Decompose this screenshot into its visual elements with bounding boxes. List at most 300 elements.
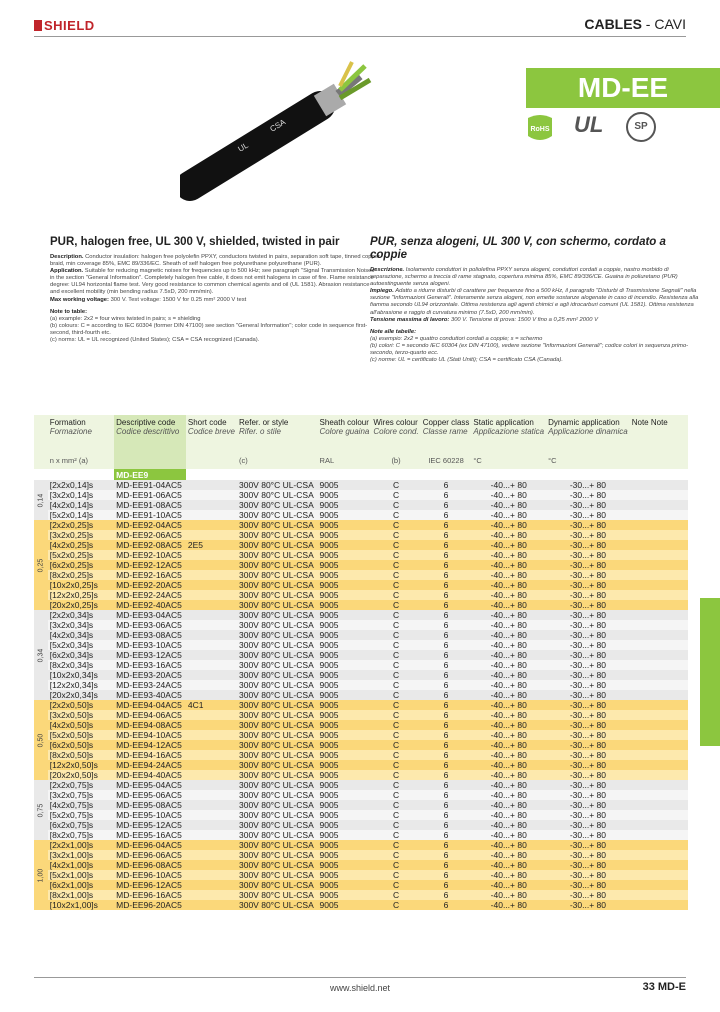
cell-sheath: 9005 xyxy=(318,890,372,900)
group-label: 0,14 xyxy=(34,480,48,520)
cell-note xyxy=(630,750,688,760)
cell-note xyxy=(630,480,688,490)
cell-wires: C xyxy=(371,590,420,600)
cell-wires: C xyxy=(371,810,420,820)
cell-formation: [8x2x0,50]s xyxy=(48,750,114,760)
cell-code: MD-EE94-24AC5 xyxy=(114,760,186,770)
cell-wires: C xyxy=(371,630,420,640)
table-row xyxy=(34,530,688,540)
cell-static: -40...+ 80 xyxy=(471,830,546,840)
cell-short xyxy=(186,870,237,880)
cell-ref: 300V 80°C UL-CSA xyxy=(237,730,318,740)
header-ref: Refer. or style Rifer. o stile xyxy=(237,415,318,451)
cell-dynamic: -30...+ 80 xyxy=(546,680,630,690)
cell-wires: C xyxy=(371,900,420,910)
cell-short xyxy=(186,590,237,600)
cell-sheath: 9005 xyxy=(318,590,372,600)
cell-formation: [5x2x0,14]s xyxy=(48,510,114,520)
cell-copper: 6 xyxy=(421,700,472,710)
cell-short xyxy=(186,640,237,650)
cell-ref: 300V 80°C UL-CSA xyxy=(237,530,318,540)
cell-dynamic: -30...+ 80 xyxy=(546,730,630,740)
cell-short xyxy=(186,500,237,510)
cell-short xyxy=(186,900,237,910)
cell-copper: 6 xyxy=(421,820,472,830)
cell-short xyxy=(186,750,237,760)
cell-ref: 300V 80°C UL-CSA xyxy=(237,740,318,750)
cell-copper: 6 xyxy=(421,670,472,680)
cell-copper: 6 xyxy=(421,620,472,630)
cell-dynamic: -30...+ 80 xyxy=(546,550,630,560)
cell-short xyxy=(186,620,237,630)
cell-static: -40...+ 80 xyxy=(471,740,546,750)
cell-short xyxy=(186,510,237,520)
cell-static: -40...+ 80 xyxy=(471,500,546,510)
cell-static: -40...+ 80 xyxy=(471,660,546,670)
table-row xyxy=(34,710,688,720)
cell-sheath: 9005 xyxy=(318,870,372,880)
english-app-label: Application. xyxy=(50,268,84,275)
cell-code: MD-EE94-10AC5 xyxy=(114,730,186,740)
cell-sheath: 9005 xyxy=(318,880,372,890)
cell-dynamic: -30...+ 80 xyxy=(546,580,630,590)
cell-formation: [8x2x0,34]s xyxy=(48,660,114,670)
cell-code: MD-EE93-10AC5 xyxy=(114,640,186,650)
table-header xyxy=(34,415,688,451)
table-row xyxy=(34,830,688,840)
cell-formation: [3x2x0,25]s xyxy=(48,530,114,540)
table-row xyxy=(34,840,688,850)
cell-formation: [12x2x0,34]s xyxy=(48,680,114,690)
cell-wires: C xyxy=(371,550,420,560)
cell-code: MD-EE94-04AC5 xyxy=(114,700,186,710)
cell-code: MD-EE95-16AC5 xyxy=(114,830,186,840)
table-row xyxy=(34,750,688,760)
cell-sheath: 9005 xyxy=(318,560,372,570)
cell-wires: C xyxy=(371,770,420,780)
cell-short: 2E5 xyxy=(186,540,237,550)
cell-wires: C xyxy=(371,620,420,630)
cell-short xyxy=(186,890,237,900)
cell-static: -40...+ 80 xyxy=(471,770,546,780)
cell-ref: 300V 80°C UL-CSA xyxy=(237,690,318,700)
english-notes xyxy=(50,309,380,344)
english-volt: 300 V. Test voltage: 1500 V for 0.25 mm² 2000 V test xyxy=(110,296,247,303)
cell-short xyxy=(186,730,237,740)
header-wires: Wires colour Colore cond. xyxy=(371,415,420,451)
group-label: 0,34 xyxy=(34,610,48,700)
cell-sheath: 9005 xyxy=(318,760,372,770)
cell-note xyxy=(630,860,688,870)
cell-sheath: 9005 xyxy=(318,810,372,820)
footer-url: www.shield.net xyxy=(329,983,391,993)
cell-note xyxy=(630,710,688,720)
cell-copper: 6 xyxy=(421,890,472,900)
cell-copper: 6 xyxy=(421,550,472,560)
cell-note xyxy=(630,840,688,850)
header-short: Short code Codice breve xyxy=(186,415,237,451)
product-table xyxy=(34,415,688,910)
cell-formation: [8x2x0,25]s xyxy=(48,570,114,580)
cell-copper: 6 xyxy=(421,750,472,760)
cell-formation: [3x2x1,00]s xyxy=(48,850,114,860)
cell-copper: 6 xyxy=(421,540,472,550)
english-note-b: (b) colours: C = according to IEC 60304 (former DIN 47100) see section "General Information"; color code in sequence first-second, third-fourth etc. xyxy=(50,322,368,336)
cell-sheath: 9005 xyxy=(318,650,372,660)
cell-formation: [2x2x0,14]s xyxy=(48,480,114,490)
cell-formation: [20x2x0,34]s xyxy=(48,690,114,700)
cell-dynamic: -30...+ 80 xyxy=(546,820,630,830)
cable-print-csa: CSA xyxy=(268,117,288,134)
cell-sheath: 9005 xyxy=(318,830,372,840)
cell-copper: 6 xyxy=(421,830,472,840)
cell-note xyxy=(630,810,688,820)
cell-note xyxy=(630,500,688,510)
cell-dynamic: -30...+ 80 xyxy=(546,640,630,650)
cell-static: -40...+ 80 xyxy=(471,700,546,710)
cell-formation: [3x2x0,50]s xyxy=(48,710,114,720)
cell-short xyxy=(186,670,237,680)
table-row xyxy=(34,900,688,910)
cell-formation: [2x2x0,34]s xyxy=(48,610,114,620)
cell-wires: C xyxy=(371,750,420,760)
cell-note xyxy=(630,580,688,590)
cell-short xyxy=(186,690,237,700)
cell-code: MD-EE95-12AC5 xyxy=(114,820,186,830)
cell-ref: 300V 80°C UL-CSA xyxy=(237,520,318,530)
cell-sheath: 9005 xyxy=(318,800,372,810)
cell-sheath: 9005 xyxy=(318,500,372,510)
cell-wires: C xyxy=(371,780,420,790)
cell-sheath: 9005 xyxy=(318,490,372,500)
cell-short xyxy=(186,880,237,890)
cell-dynamic: -30...+ 80 xyxy=(546,880,630,890)
cell-dynamic: -30...+ 80 xyxy=(546,860,630,870)
category-italian: CAVI xyxy=(654,16,686,32)
cell-dynamic: -30...+ 80 xyxy=(546,500,630,510)
cell-wires: C xyxy=(371,890,420,900)
cell-ref: 300V 80°C UL-CSA xyxy=(237,840,318,850)
cell-formation: [8x2x1,00]s xyxy=(48,890,114,900)
cell-formation: [4x2x0,25]s xyxy=(48,540,114,550)
cell-note xyxy=(630,600,688,610)
cell-copper: 6 xyxy=(421,840,472,850)
cell-note xyxy=(630,790,688,800)
cell-dynamic: -30...+ 80 xyxy=(546,740,630,750)
cell-short xyxy=(186,650,237,660)
cell-short xyxy=(186,600,237,610)
page-category xyxy=(584,16,686,32)
cell-short xyxy=(186,860,237,870)
category-bold: CABLES xyxy=(584,16,642,32)
cell-ref: 300V 80°C UL-CSA xyxy=(237,640,318,650)
table-row xyxy=(34,690,688,700)
cell-short xyxy=(186,550,237,560)
cell-wires: C xyxy=(371,600,420,610)
cell-ref: 300V 80°C UL-CSA xyxy=(237,630,318,640)
cell-sheath: 9005 xyxy=(318,510,372,520)
cell-dynamic: -30...+ 80 xyxy=(546,540,630,550)
unit-dynamic: °C xyxy=(546,451,630,469)
cell-dynamic: -30...+ 80 xyxy=(546,490,630,500)
table-row xyxy=(34,500,688,510)
cell-static: -40...+ 80 xyxy=(471,540,546,550)
cell-sheath: 9005 xyxy=(318,720,372,730)
cell-formation: [6x2x0,75]s xyxy=(48,820,114,830)
cell-note xyxy=(630,610,688,620)
cell-wires: C xyxy=(371,480,420,490)
cell-note xyxy=(630,510,688,520)
cell-wires: C xyxy=(371,860,420,870)
rohs-icon xyxy=(526,114,554,144)
cell-copper: 6 xyxy=(421,610,472,620)
table-row xyxy=(34,660,688,670)
cell-formation: [4x2x0,50]s xyxy=(48,720,114,730)
table-row xyxy=(34,820,688,830)
english-title: PUR, halogen free, UL 300 V, shielded, twisted in pair xyxy=(50,236,340,248)
cell-copper: 6 xyxy=(421,660,472,670)
cell-copper: 6 xyxy=(421,770,472,780)
cell-formation: [6x2x0,50]s xyxy=(48,740,114,750)
cell-dynamic: -30...+ 80 xyxy=(546,830,630,840)
cell-wires: C xyxy=(371,730,420,740)
cell-ref: 300V 80°C UL-CSA xyxy=(237,650,318,660)
cell-wires: C xyxy=(371,610,420,620)
table-row xyxy=(34,800,688,810)
cell-wires: C xyxy=(371,580,420,590)
cell-formation: [4x2x0,75]s xyxy=(48,800,114,810)
cell-note xyxy=(630,640,688,650)
cell-code: MD-EE92-12AC5 xyxy=(114,560,186,570)
cell-note xyxy=(630,890,688,900)
unit-ref: (c) xyxy=(237,451,318,469)
cell-sheath: 9005 xyxy=(318,530,372,540)
cell-dynamic: -30...+ 80 xyxy=(546,760,630,770)
cell-code: MD-EE92-20AC5 xyxy=(114,580,186,590)
cell-sheath: 9005 xyxy=(318,620,372,630)
table-row xyxy=(34,630,688,640)
header-dynamic: Dynamic application Applicazione dinamica xyxy=(546,415,630,451)
cell-static: -40...+ 80 xyxy=(471,630,546,640)
cell-ref: 300V 80°C UL-CSA xyxy=(237,760,318,770)
cell-short xyxy=(186,680,237,690)
italian-volt: 300 V. Tensione di prova: 1500 V fino a 0,25 mm² 2000 V xyxy=(450,316,598,323)
cell-wires: C xyxy=(371,640,420,650)
cell-code: MD-EE93-04AC5 xyxy=(114,610,186,620)
table-row xyxy=(34,850,688,860)
cell-copper: 6 xyxy=(421,740,472,750)
cell-note xyxy=(630,770,688,780)
cell-ref: 300V 80°C UL-CSA xyxy=(237,670,318,680)
cell-code: MD-EE94-12AC5 xyxy=(114,740,186,750)
cell-formation: [5x2x1,00]s xyxy=(48,870,114,880)
cell-formation: [4x2x0,14]s xyxy=(48,500,114,510)
unit-sheath: RAL xyxy=(318,451,372,469)
cell-dynamic: -30...+ 80 xyxy=(546,610,630,620)
cell-ref: 300V 80°C UL-CSA xyxy=(237,850,318,860)
cell-ref: 300V 80°C UL-CSA xyxy=(237,510,318,520)
header-static: Static application Applicazione statica xyxy=(471,415,546,451)
cell-wires: C xyxy=(371,520,420,530)
cell-sheath: 9005 xyxy=(318,730,372,740)
cell-wires: C xyxy=(371,510,420,520)
cell-static: -40...+ 80 xyxy=(471,790,546,800)
cell-static: -40...+ 80 xyxy=(471,580,546,590)
italian-notes xyxy=(370,329,700,364)
cell-wires: C xyxy=(371,720,420,730)
cell-wires: C xyxy=(371,670,420,680)
cell-ref: 300V 80°C UL-CSA xyxy=(237,720,318,730)
cell-static: -40...+ 80 xyxy=(471,840,546,850)
table-row xyxy=(34,560,688,570)
cell-ref: 300V 80°C UL-CSA xyxy=(237,810,318,820)
cell-short xyxy=(186,810,237,820)
cell-note xyxy=(630,560,688,570)
csa-icon: SP xyxy=(626,112,656,142)
cell-note xyxy=(630,830,688,840)
table-row xyxy=(34,890,688,900)
cell-wires: C xyxy=(371,690,420,700)
cell-wires: C xyxy=(371,880,420,890)
cell-sheath: 9005 xyxy=(318,860,372,870)
cell-code: MD-EE93-40AC5 xyxy=(114,690,186,700)
cell-static: -40...+ 80 xyxy=(471,880,546,890)
italian-note-a: (a) esempio: 2x2 = quattro conduttori cordati a coppie; s = schermo xyxy=(370,335,543,342)
cell-ref: 300V 80°C UL-CSA xyxy=(237,610,318,620)
cell-dynamic: -30...+ 80 xyxy=(546,480,630,490)
cell-code: MD-EE94-06AC5 xyxy=(114,710,186,720)
page-number: 33 MD-E xyxy=(642,981,686,993)
cell-code: MD-EE92-40AC5 xyxy=(114,600,186,610)
cell-dynamic: -30...+ 80 xyxy=(546,810,630,820)
cell-ref: 300V 80°C UL-CSA xyxy=(237,750,318,760)
cell-static: -40...+ 80 xyxy=(471,490,546,500)
table-row xyxy=(34,590,688,600)
italian-note-c: (c) norme: UL = certificato UL (Stati Uniti); CSA = certificato CSA (Canada). xyxy=(370,357,563,364)
cell-static: -40...+ 80 xyxy=(471,870,546,880)
table-row xyxy=(34,700,688,710)
italian-notes-title: Note alle tabelle: xyxy=(370,328,417,335)
cell-copper: 6 xyxy=(421,810,472,820)
cell-ref: 300V 80°C UL-CSA xyxy=(237,580,318,590)
cell-code: MD-EE94-40AC5 xyxy=(114,770,186,780)
cell-static: -40...+ 80 xyxy=(471,900,546,910)
cell-ref: 300V 80°C UL-CSA xyxy=(237,790,318,800)
header-formation: Formation Formazione xyxy=(48,415,114,451)
unit-copper: IEC 60228 xyxy=(421,451,472,469)
cell-formation: [12x2x0,50]s xyxy=(48,760,114,770)
cell-dynamic: -30...+ 80 xyxy=(546,600,630,610)
cell-formation: [10x2x0,34]s xyxy=(48,670,114,680)
cell-code: MD-EE96-16AC5 xyxy=(114,890,186,900)
cell-static: -40...+ 80 xyxy=(471,780,546,790)
cell-code: MD-EE96-04AC5 xyxy=(114,840,186,850)
table-section-row xyxy=(34,469,688,480)
cell-dynamic: -30...+ 80 xyxy=(546,710,630,720)
cell-sheath: 9005 xyxy=(318,540,372,550)
cell-dynamic: -30...+ 80 xyxy=(546,790,630,800)
cell-formation: [6x2x1,00]s xyxy=(48,880,114,890)
italian-app-label: Impiego. xyxy=(370,288,394,295)
cable-print-ul: UL xyxy=(236,140,250,154)
cell-formation: [2x2x1,00]s xyxy=(48,840,114,850)
cell-formation: [10x2x1,00]s xyxy=(48,900,114,910)
cell-code: MD-EE96-12AC5 xyxy=(114,880,186,890)
table-row xyxy=(34,680,688,690)
english-app: Suitable for reducing magnetic noises for frequencies up to 500 kHz; see paragraph "Signal Transmission Noises" in the section "General Information". Completely halogen free cable, it does not emit halogens in case of fire. Flame resistance degree: UL94 horizontal flame test. Very good resistance to common chemical agents and oil (UL 1581). Abrasion resistance and excellent mobility (min bending radius 7.5xD, 200 mm/min). xyxy=(50,268,377,296)
cell-static: -40...+ 80 xyxy=(471,690,546,700)
italian-title: PUR, senza alogeni, UL 300 V, con schermo, cordato a coppie xyxy=(370,236,666,261)
cell-static: -40...+ 80 xyxy=(471,860,546,870)
cell-dynamic: -30...+ 80 xyxy=(546,770,630,780)
table-row xyxy=(34,720,688,730)
cell-formation: [5x2x0,50]s xyxy=(48,730,114,740)
cell-note xyxy=(630,520,688,530)
header-copper: Copper class Classe rame xyxy=(421,415,472,451)
cell-short xyxy=(186,580,237,590)
cell-note xyxy=(630,680,688,690)
cell-dynamic: -30...+ 80 xyxy=(546,690,630,700)
cell-static: -40...+ 80 xyxy=(471,750,546,760)
cell-wires: C xyxy=(371,760,420,770)
cell-code: MD-EE95-08AC5 xyxy=(114,800,186,810)
cell-copper: 6 xyxy=(421,870,472,880)
cell-wires: C xyxy=(371,800,420,810)
cell-dynamic: -30...+ 80 xyxy=(546,800,630,810)
cell-short xyxy=(186,530,237,540)
cell-code: MD-EE93-24AC5 xyxy=(114,680,186,690)
table-row xyxy=(34,520,688,530)
cell-copper: 6 xyxy=(421,900,472,910)
cell-ref: 300V 80°C UL-CSA xyxy=(237,570,318,580)
cell-copper: 6 xyxy=(421,590,472,600)
cell-copper: 6 xyxy=(421,630,472,640)
table-row xyxy=(34,740,688,750)
cell-ref: 300V 80°C UL-CSA xyxy=(237,820,318,830)
cell-code: MD-EE93-06AC5 xyxy=(114,620,186,630)
english-note-a: (a) example: 2x2 = four wires twisted in pairs; s = shielding xyxy=(50,315,201,322)
cell-dynamic: -30...+ 80 xyxy=(546,870,630,880)
english-desc-label: Description. xyxy=(50,254,84,260)
cell-sheath: 9005 xyxy=(318,670,372,680)
cell-copper: 6 xyxy=(421,480,472,490)
cell-copper: 6 xyxy=(421,600,472,610)
cell-dynamic: -30...+ 80 xyxy=(546,890,630,900)
italian-desc-para xyxy=(370,267,700,324)
cell-copper: 6 xyxy=(421,690,472,700)
unit-static: °C xyxy=(471,451,546,469)
cell-code: MD-EE92-04AC5 xyxy=(114,520,186,530)
category-separator: - xyxy=(641,16,655,32)
cell-wires: C xyxy=(371,840,420,850)
cell-copper: 6 xyxy=(421,860,472,870)
cell-static: -40...+ 80 xyxy=(471,710,546,720)
cell-sheath: 9005 xyxy=(318,520,372,530)
italian-app: Adatto a ridurre disturbi di carattere per frequenze fino a 500 kHz, il paragrafo "Disturbi di Trasmissione Segnali" nella sezione "Informazioni Generali". Interamente senza alogeni, non emette sostanze alogenate in caso di incendio. Resistenza alla fiamma secondo UL94 orizzontale. Ottima resistenza agli agenti chimici e agli idrocarburi comuni (UL 1581). Ottima resistenza all'abrasione e raggio di curvatura minimo (7.5xD, 200 mm/min). xyxy=(370,288,699,316)
cell-code: MD-EE96-20AC5 xyxy=(114,900,186,910)
cell-sheath: 9005 xyxy=(318,790,372,800)
cell-sheath: 9005 xyxy=(318,780,372,790)
certification-logos xyxy=(526,112,686,150)
cell-copper: 6 xyxy=(421,490,472,500)
table-row xyxy=(34,640,688,650)
header-sheath: Sheath colour Colore guaina xyxy=(318,415,372,451)
cell-static: -40...+ 80 xyxy=(471,510,546,520)
cell-note xyxy=(630,490,688,500)
cell-short xyxy=(186,570,237,580)
cell-code: MD-EE92-10AC5 xyxy=(114,550,186,560)
cell-dynamic: -30...+ 80 xyxy=(546,780,630,790)
